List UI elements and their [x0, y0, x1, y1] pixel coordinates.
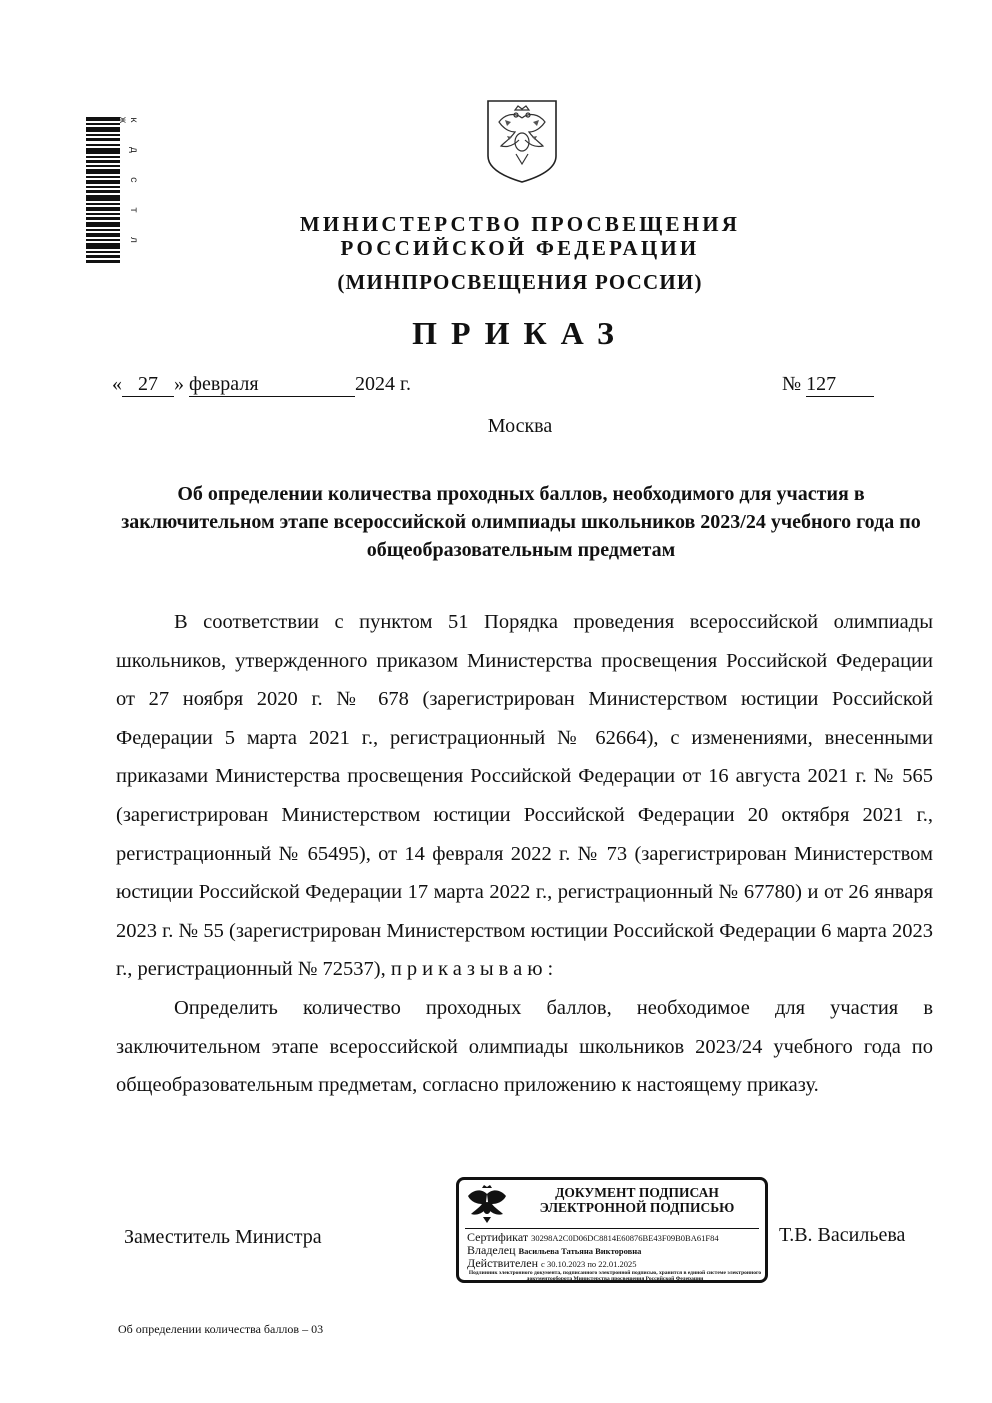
date-year-suffix: г.: [400, 373, 411, 395]
stamp-cert-value: 30298A2C0D06DC8814E60876BE43F09B0BA61F84: [531, 1233, 719, 1243]
document-type: ПРИКАЗ: [412, 315, 628, 351]
stamp-heading-line2: ЭЛЕКТРОННОЙ ПОДПИСЬЮ: [539, 1200, 735, 1215]
order-word: приказываю:: [390, 958, 559, 981]
date-day: 27: [122, 373, 174, 397]
body-paragraph-1: [116, 603, 933, 989]
ministry-name-line2: РОССИЙСКОЙ ФЕДЕРАЦИИ: [340, 236, 700, 260]
stamp-owner-label: Владелец: [467, 1243, 516, 1257]
stamp-validity: [467, 1256, 637, 1271]
signer-name: Т.В. Васильева: [779, 1224, 906, 1246]
stamp-cert-label: Сертификат: [467, 1230, 529, 1244]
stamp-owner-value: Васильева Татьяна Викторовна: [518, 1246, 642, 1256]
stamp-valid-label: Действителен: [467, 1256, 539, 1270]
date-quote-open: «: [112, 373, 122, 395]
document-footer: Об определении количества баллов – 03: [118, 1322, 324, 1336]
stamp-note: Подлинник электронного документа, подписанного электронной подписью, хранится в единой системе электронного документооборота Министерства просвещения Российской Федерации: [468, 1270, 762, 1282]
stamp-divider: [465, 1228, 759, 1229]
stamp-valid-value: с 30.10.2023 по 22.01.2025: [541, 1259, 637, 1269]
signer-position: Заместитель Министра: [124, 1226, 322, 1248]
document-title: Об определении количества проходных баллов, необходимого для участия в заключительном этапе всероссийской олимпиады школьников 2023/24 учебного года по общеобразовательным предметам: [121, 483, 921, 561]
stamp-emblem-icon: [465, 1184, 509, 1224]
number-value: 127: [806, 373, 874, 397]
body-paragraph-2: Определить количество проходных баллов, необходимое для участия в заключительном этапе всероссийской олимпиады школьников 2023/24 учебного года по общеобразовательным предметам, согласно приложению к настоящему приказу.: [116, 996, 933, 1097]
document-date: [112, 373, 411, 397]
stamp-heading-line1: ДОКУМЕНТ ПОДПИСАН: [555, 1185, 719, 1200]
body-paragraph-1-text: В соответствии с пунктом 51 Порядка проведения всероссийской олимпиады школьников, утвержденного приказом Министерства просвещения Российской Федерации от 27 ноября 2020 г. № 678 (зарегистрирован Министерством юстиции Российской Федерации 5 марта 2021 г., регистрационный № 62664), с изменениями, внесенными приказами Министерства просвещения Российской Федерации от 16 августа 2021 г. № 565 (зарегистрирован Министерством юстиции Российской Федерации 20 октября 2021 г., регистрационный № 65495), от 14 февраля 2022 г. № 73 (зарегистрирован Министерством юстиции Российской Федерации 17 марта 2022 г., регистрационный № 67780) и от 26 января 2023 г. № 55 (зарегистрирован Министерством юстиции Российской Федерации 6 марта 2023 г., регистрационный № 72537),: [116, 611, 933, 981]
stamp-heading: [517, 1185, 757, 1215]
date-month: февраля: [189, 373, 355, 397]
document-number: [782, 373, 874, 397]
document-body: [116, 603, 933, 1105]
number-label: №: [782, 373, 802, 395]
ministry-name-line1: МИНИСТЕРСТВО ПРОСВЕЩЕНИЯ: [299, 212, 741, 236]
e-signature-stamp: [456, 1177, 768, 1283]
date-quote-close: »: [174, 373, 184, 395]
barcode-text: к д с т л ж: [116, 117, 138, 253]
state-emblem-icon: [485, 98, 559, 184]
document-city: Москва: [487, 415, 553, 437]
ministry-name: [0, 212, 992, 260]
ministry-short-name: (МИНПРОСВЕЩЕНИЯ РОССИИ): [337, 270, 703, 294]
date-year: 2024: [355, 373, 395, 395]
